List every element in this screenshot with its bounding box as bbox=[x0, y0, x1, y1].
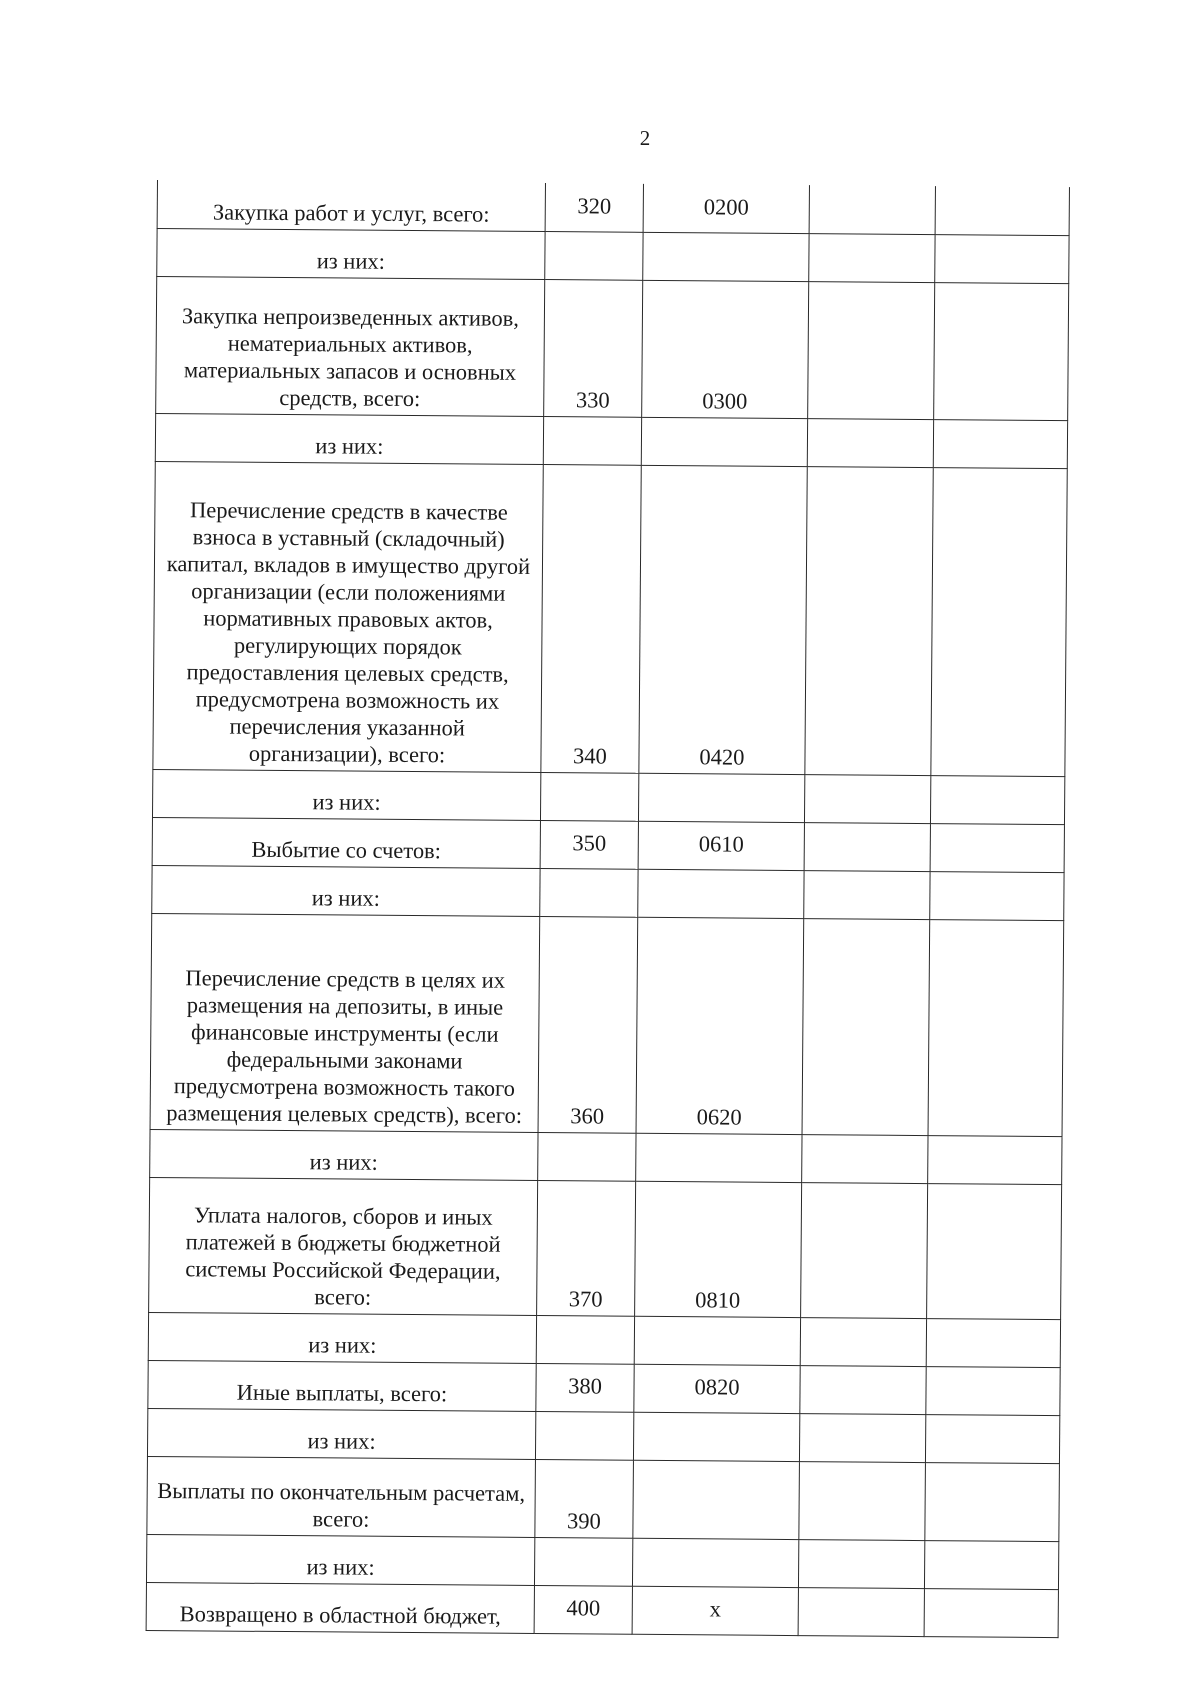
row-name: из них: bbox=[148, 1312, 536, 1363]
row-kbk bbox=[643, 232, 809, 281]
row-name: Выбытие со счетов: bbox=[152, 817, 540, 868]
empty-cell bbox=[924, 1540, 1058, 1589]
row-kbk bbox=[633, 1412, 799, 1461]
empty-cell bbox=[798, 1587, 924, 1636]
row-kbk: x bbox=[632, 1586, 798, 1635]
row-name: Закупка непроизведенных активов, нематериальных активов, материальных запасов и основных средств, всего: bbox=[156, 276, 545, 416]
empty-cell bbox=[928, 1135, 1062, 1184]
empty-cell bbox=[799, 1413, 925, 1462]
empty-cell bbox=[800, 1365, 926, 1414]
empty-cell bbox=[804, 822, 930, 871]
table-row bbox=[153, 461, 1067, 776]
row-code bbox=[538, 1132, 636, 1181]
empty-cell bbox=[809, 233, 935, 282]
row-code bbox=[543, 416, 641, 465]
row-kbk: 0300 bbox=[642, 280, 809, 418]
row-name: Иные выплаты, всего: bbox=[148, 1360, 536, 1411]
row-kbk: 0620 bbox=[636, 917, 804, 1134]
row-kbk bbox=[633, 1460, 800, 1539]
empty-cell bbox=[809, 185, 935, 234]
row-code: 340 bbox=[541, 464, 641, 773]
row-code: 330 bbox=[544, 279, 643, 417]
report-table bbox=[146, 180, 1070, 1638]
table-row bbox=[152, 865, 1064, 920]
table-row bbox=[150, 1129, 1062, 1184]
row-code: 380 bbox=[536, 1363, 634, 1412]
row-code: 390 bbox=[535, 1459, 634, 1538]
row-kbk: 0200 bbox=[643, 184, 809, 233]
row-code bbox=[536, 1315, 634, 1364]
row-name: из них: bbox=[155, 413, 543, 464]
empty-cell bbox=[801, 1182, 928, 1318]
table-row bbox=[149, 1177, 1062, 1319]
row-name: Возвращено в областной бюджет, bbox=[146, 1582, 534, 1633]
table-row bbox=[150, 913, 1064, 1136]
row-kbk bbox=[641, 417, 807, 466]
page-number: 2 bbox=[639, 126, 651, 150]
empty-cell bbox=[935, 186, 1069, 235]
empty-cell bbox=[930, 775, 1064, 824]
table-row bbox=[147, 1408, 1059, 1463]
row-name: из них: bbox=[150, 1129, 538, 1180]
row-name: Закупка работ и услуг, всего: bbox=[157, 180, 545, 231]
table-row bbox=[156, 276, 1069, 420]
empty-cell bbox=[930, 823, 1064, 872]
empty-cell bbox=[931, 467, 1067, 776]
empty-cell bbox=[935, 234, 1069, 283]
row-name: Уплата налогов, сборов и иных платежей в бюджеты бюджетной системы Российской Федерации, всего: bbox=[149, 1177, 538, 1315]
row-kbk bbox=[632, 1538, 798, 1587]
empty-cell bbox=[804, 774, 930, 823]
empty-cell bbox=[807, 418, 933, 467]
row-code: 400 bbox=[534, 1585, 632, 1634]
row-kbk: 0610 bbox=[638, 821, 804, 870]
row-code bbox=[534, 1537, 632, 1586]
table-row bbox=[157, 228, 1069, 283]
table-row bbox=[152, 769, 1064, 824]
empty-cell bbox=[925, 1462, 1060, 1541]
empty-cell bbox=[927, 1183, 1062, 1319]
row-code bbox=[545, 231, 643, 280]
row-kbk bbox=[636, 1133, 802, 1182]
empty-cell bbox=[926, 1366, 1060, 1415]
empty-cell bbox=[802, 1134, 928, 1183]
empty-cell bbox=[808, 281, 935, 419]
empty-cell bbox=[926, 1318, 1060, 1367]
row-name: из них: bbox=[146, 1534, 534, 1585]
table-row bbox=[146, 1534, 1058, 1589]
empty-cell bbox=[925, 1414, 1059, 1463]
empty-cell bbox=[805, 466, 933, 775]
row-kbk: 0820 bbox=[634, 1364, 800, 1413]
empty-cell bbox=[933, 419, 1067, 468]
row-name: Перечисление средств в целях их размещения на депозиты, в иные финансовые инструменты (если федеральными законами предусмотрена возможность такого размещения целевых средств), всего: bbox=[150, 913, 540, 1132]
row-code bbox=[540, 868, 638, 917]
row-kbk bbox=[638, 869, 804, 918]
row-name: из них: bbox=[147, 1408, 535, 1459]
row-code: 370 bbox=[537, 1180, 636, 1316]
table-row bbox=[157, 180, 1069, 235]
row-name: из них: bbox=[157, 228, 545, 279]
empty-cell bbox=[930, 871, 1064, 920]
empty-cell bbox=[798, 1539, 924, 1588]
row-name: Перечисление средств в качестве взноса в уставный (складочный) капитал, вкладов в имущество другой организации (если положениями нормативных правовых актов, регулирующих порядок предоставления целевых средств, предусмотрена возможность их перечисления указанной организации), всего: bbox=[153, 461, 543, 772]
table-row bbox=[146, 1582, 1058, 1637]
table-row bbox=[155, 413, 1067, 468]
row-code: 350 bbox=[540, 820, 638, 869]
empty-cell bbox=[800, 1317, 926, 1366]
row-code: 360 bbox=[538, 916, 638, 1133]
table-row bbox=[148, 1360, 1060, 1415]
table-row bbox=[148, 1312, 1060, 1367]
empty-cell bbox=[799, 1461, 926, 1540]
row-name: Выплаты по окончательным расчетам, всего: bbox=[147, 1456, 536, 1537]
row-name: из них: bbox=[152, 769, 540, 820]
empty-cell bbox=[802, 918, 930, 1135]
table-row bbox=[152, 817, 1064, 872]
empty-cell bbox=[934, 282, 1069, 420]
row-name: из них: bbox=[152, 865, 540, 916]
empty-cell bbox=[804, 870, 930, 919]
row-code bbox=[540, 772, 638, 821]
row-kbk bbox=[638, 773, 804, 822]
row-kbk bbox=[634, 1316, 800, 1365]
row-code: 320 bbox=[545, 183, 643, 232]
row-code bbox=[535, 1411, 633, 1460]
empty-cell bbox=[928, 919, 1064, 1136]
empty-cell bbox=[924, 1588, 1058, 1637]
row-kbk: 0420 bbox=[639, 465, 807, 774]
table-row bbox=[147, 1456, 1060, 1541]
row-kbk: 0810 bbox=[635, 1181, 802, 1317]
